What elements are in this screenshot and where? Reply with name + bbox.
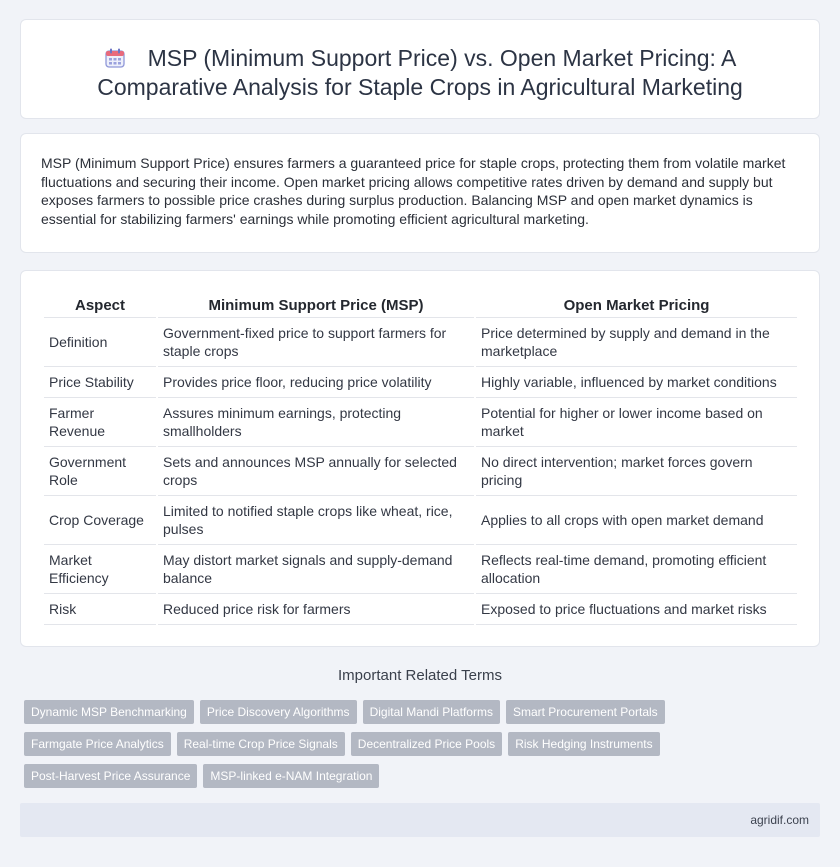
related-term-tag[interactable]: Smart Procurement Portals [506, 700, 665, 724]
related-term-tag[interactable]: Decentralized Price Pools [351, 732, 502, 756]
cell-open-market: Applies to all crops with open market demand [476, 496, 797, 545]
comparison-table [42, 291, 799, 625]
tag-row [24, 732, 814, 756]
cell-aspect: Price Stability [44, 367, 156, 398]
table-header-row [44, 291, 797, 318]
related-term-tag[interactable]: Real-time Crop Price Signals [177, 732, 345, 756]
cell-open-market: Price determined by supply and demand in the marketplace [476, 318, 797, 367]
table-row [44, 496, 797, 545]
related-terms-title: Important Related Terms [338, 667, 502, 684]
cell-aspect: Definition [44, 318, 156, 367]
header-msp: Minimum Support Price (MSP) [158, 291, 474, 318]
footer [20, 803, 820, 837]
cell-msp: Provides price floor, reducing price volatility [158, 367, 474, 398]
related-terms [24, 700, 814, 796]
table-row [44, 318, 797, 367]
cell-aspect: Crop Coverage [44, 496, 156, 545]
cell-open-market: No direct intervention; market forces govern pricing [476, 447, 797, 496]
table-row [44, 545, 797, 594]
tag-row [24, 700, 814, 724]
header-aspect: Aspect [44, 291, 156, 318]
related-term-tag[interactable]: Risk Hedging Instruments [508, 732, 659, 756]
summary-text: MSP (Minimum Support Price) ensures farmers a guaranteed price for staple crops, protecting them from volatile market fluctuations and securing their income. Open market pricing allows competitive rates driven by demand and supply but exposes farmers to possible price crashes during surplus production. Balancing MSP and open market dynamics is essential for stabilizing farmers' earnings while promoting efficient agricultural marketing. [41, 155, 786, 227]
cell-open-market: Highly variable, influenced by market conditions [476, 367, 797, 398]
footer-site-link[interactable]: agridif.com [750, 813, 809, 827]
cell-open-market: Potential for higher or lower income based on market [476, 398, 797, 447]
related-term-tag[interactable]: Post-Harvest Price Assurance [24, 764, 197, 788]
cell-msp: Government-fixed price to support farmers for staple crops [158, 318, 474, 367]
related-term-tag[interactable]: Dynamic MSP Benchmarking [24, 700, 194, 724]
table-card [20, 270, 820, 647]
related-term-tag[interactable]: Price Discovery Algorithms [200, 700, 357, 724]
table-row [44, 594, 797, 625]
page-title-text: MSP (Minimum Support Price) vs. Open Market Pricing: A Comparative Analysis for Staple Crops in Agricultural Marketing [97, 45, 743, 100]
related-term-tag[interactable]: MSP-linked e-NAM Integration [203, 764, 379, 788]
table-row [44, 367, 797, 398]
cell-msp: Sets and announces MSP annually for selected crops [158, 447, 474, 496]
cell-msp: May distort market signals and supply-demand balance [158, 545, 474, 594]
summary-card [20, 133, 820, 253]
header-open-market: Open Market Pricing [476, 291, 797, 318]
tag-row [24, 764, 814, 788]
cell-aspect: Market Efficiency [44, 545, 156, 594]
cell-open-market: Reflects real-time demand, promoting efficient allocation [476, 545, 797, 594]
cell-aspect: Farmer Revenue [44, 398, 156, 447]
calendar-icon [104, 47, 126, 69]
title-card [20, 19, 820, 119]
table-row [44, 447, 797, 496]
related-term-tag[interactable]: Digital Mandi Platforms [363, 700, 500, 724]
cell-aspect: Risk [44, 594, 156, 625]
cell-msp: Reduced price risk for farmers [158, 594, 474, 625]
cell-msp: Limited to notified staple crops like wheat, rice, pulses [158, 496, 474, 545]
page-title [41, 44, 799, 102]
cell-msp: Assures minimum earnings, protecting smallholders [158, 398, 474, 447]
cell-open-market: Exposed to price fluctuations and market risks [476, 594, 797, 625]
table-row [44, 398, 797, 447]
cell-aspect: Government Role [44, 447, 156, 496]
related-term-tag[interactable]: Farmgate Price Analytics [24, 732, 171, 756]
